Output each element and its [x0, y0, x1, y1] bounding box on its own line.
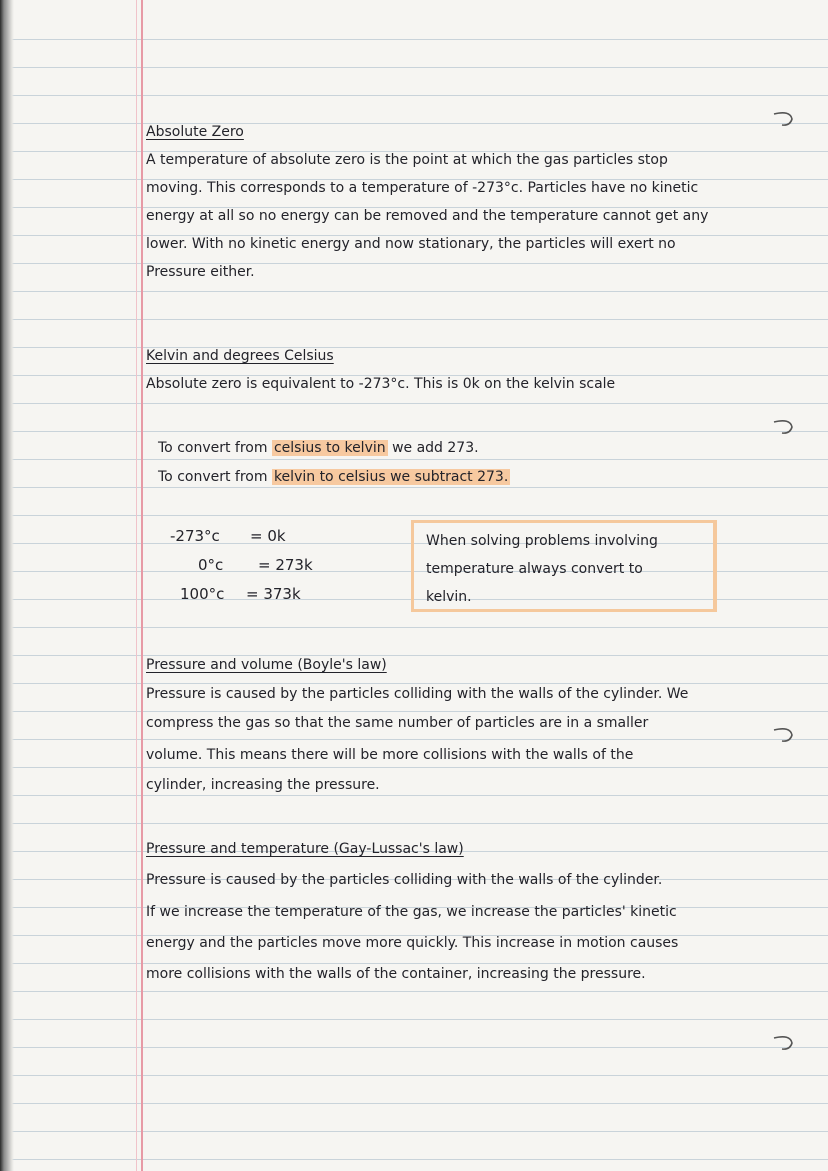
- convert-k-to-c: [158, 463, 510, 491]
- absolute-zero-line: energy at all so no energy can be removed and the temperature cannot get any: [146, 208, 709, 224]
- kelvin-heading: Kelvin and degrees Celsius: [146, 348, 334, 364]
- absolute-zero-line: A temperature of absolute zero is the point at which the gas particles stop: [146, 152, 668, 168]
- binder-hook-icon: [772, 1034, 798, 1052]
- highlight-text: kelvin to celsius we subtract 273.: [273, 469, 509, 485]
- convert-c-to-k: [158, 434, 479, 462]
- kelvin-note-box: [411, 520, 717, 612]
- boyle-line: cylinder, increasing the pressure.: [146, 777, 380, 793]
- absolute-zero-heading: Absolute Zero: [146, 124, 244, 140]
- boyle-line: compress the gas so that the same number of particles are in a smaller: [146, 715, 649, 731]
- margin-line: [141, 0, 143, 1171]
- margin-line-faint: [136, 0, 137, 1171]
- binder-hook-icon: [772, 726, 798, 744]
- page-edge-shadow: [0, 0, 14, 1171]
- conversion-celsius: 0°c: [198, 556, 224, 574]
- highlight-text: celsius to kelvin: [273, 440, 386, 456]
- gay-lussac-heading: Pressure and temperature (Gay-Lussac's law): [146, 841, 464, 857]
- binder-hook-icon: [772, 110, 798, 128]
- boyle-heading: Pressure and volume (Boyle's law): [146, 657, 387, 673]
- gay-lussac-line: more collisions with the walls of the container, increasing the pressure.: [146, 966, 646, 982]
- absolute-zero-line: lower. With no kinetic energy and now stationary, the particles will exert no: [146, 236, 676, 252]
- conversion-celsius: 100°c: [180, 585, 225, 603]
- gay-lussac-line: energy and the particles move more quickly. This increase in motion causes: [146, 935, 679, 951]
- note-line: kelvin.: [426, 589, 472, 605]
- gay-lussac-line: Pressure is caused by the particles colliding with the walls of the cylinder.: [146, 872, 663, 888]
- convert-text: To convert from: [158, 440, 272, 456]
- boyle-line: Pressure is caused by the particles colliding with the walls of the cylinder. We: [146, 686, 689, 702]
- note-line: When solving problems involving: [426, 533, 658, 549]
- absolute-zero-line: Pressure either.: [146, 264, 255, 280]
- conversion-celsius: -273°c: [170, 527, 220, 545]
- binder-hook-icon: [772, 418, 798, 436]
- gay-lussac-line: If we increase the temperature of the gas, we increase the particles' kinetic: [146, 904, 677, 920]
- conversion-kelvin: = 273k: [258, 556, 313, 574]
- note-line: temperature always convert to: [426, 561, 643, 577]
- convert-text: To convert from: [158, 469, 272, 485]
- boyle-line: volume. This means there will be more collisions with the walls of the: [146, 747, 634, 763]
- conversion-kelvin: = 0k: [250, 527, 286, 545]
- convert-text: we add 273.: [387, 440, 479, 456]
- kelvin-line: Absolute zero is equivalent to -273°c. This is 0k on the kelvin scale: [146, 376, 616, 392]
- absolute-zero-line: moving. This corresponds to a temperature of -273°c. Particles have no kinetic: [146, 180, 699, 196]
- conversion-kelvin: = 373k: [246, 585, 301, 603]
